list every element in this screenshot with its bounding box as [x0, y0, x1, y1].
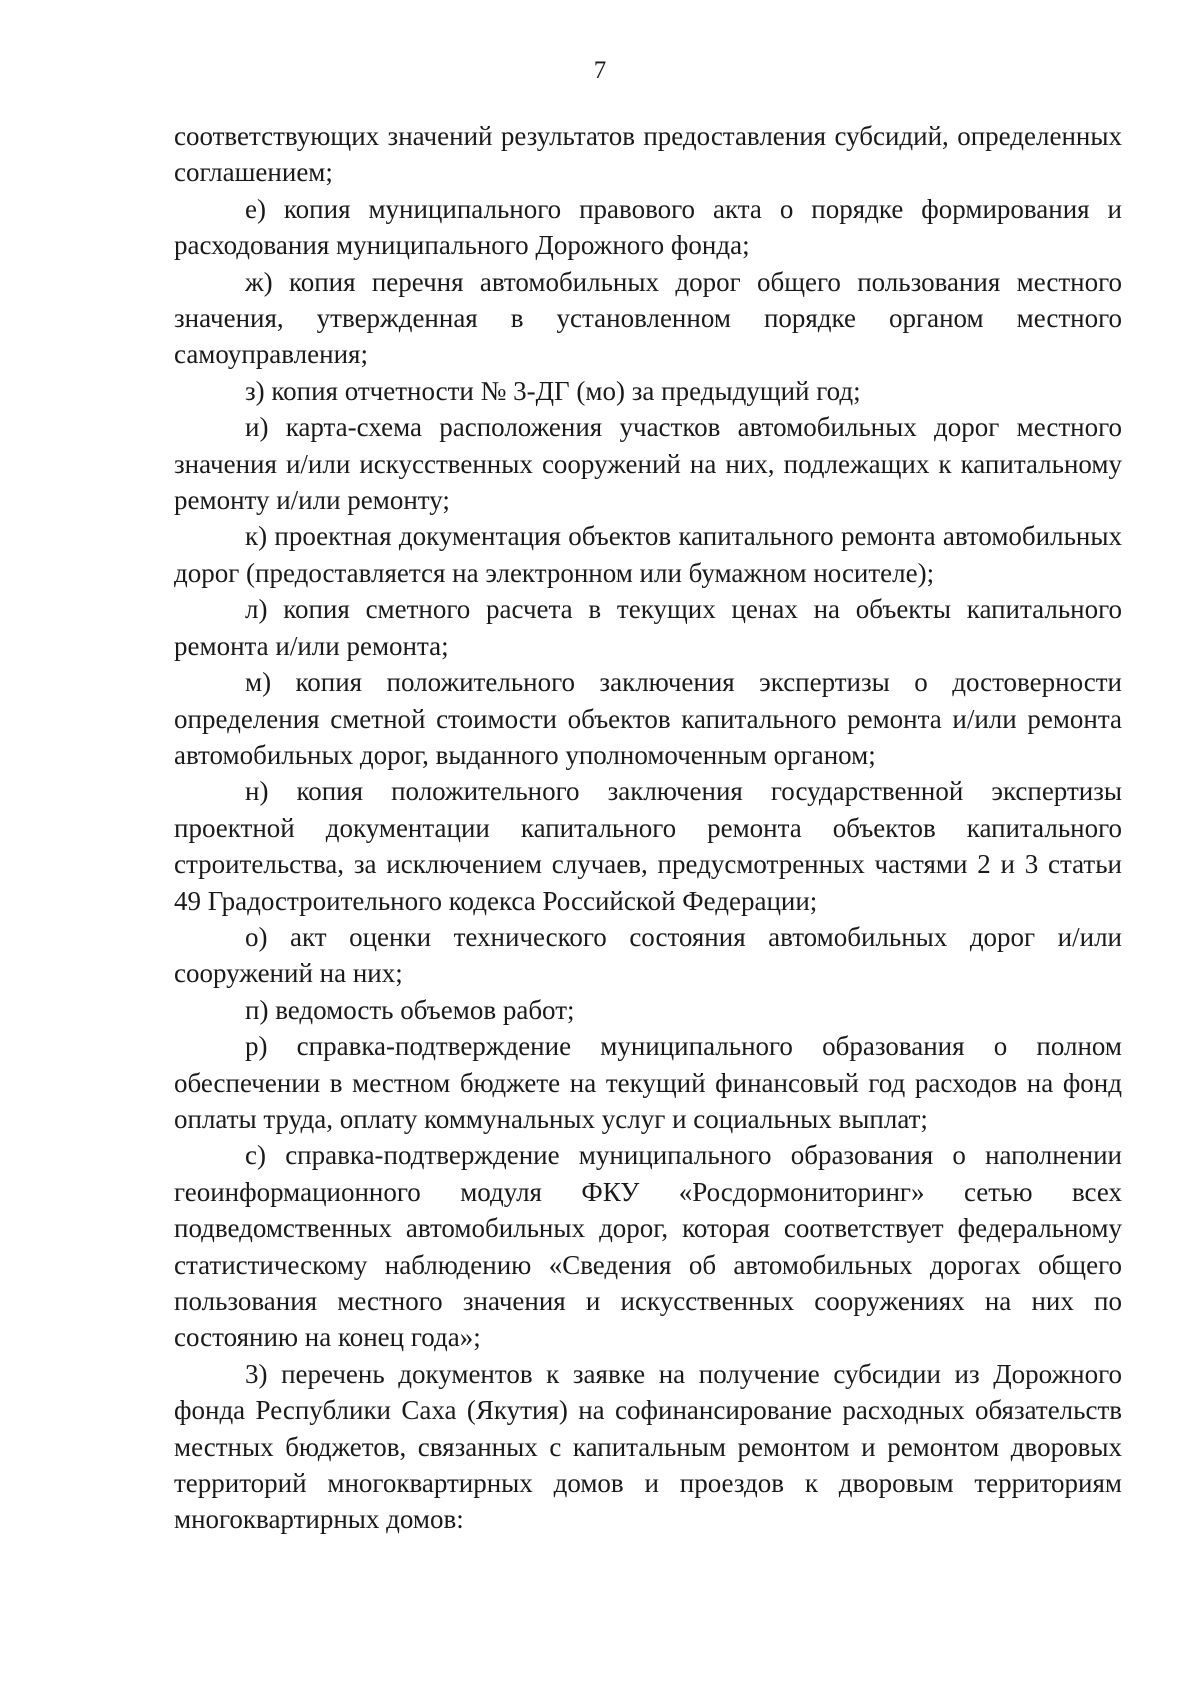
list-item-p: п) ведомость объемов работ; [245, 994, 575, 1025]
list-item-z: з) копия отчетности № 3-ДГ (мо) за предыдущий год; [245, 375, 861, 406]
list-item-k: к) проектная документация объектов капитального ремонта автомобильных дорог (предоставляется на электронном или бумажном носителе); [174, 521, 1122, 588]
list-item-l: л) копия сметного расчета в текущих ценах на объекты капитального ремонта и/или ремонта; [174, 594, 1122, 661]
numbered-item-3: 3) перечень документов к заявке на получение субсидии из Дорожного фонда Республики Саха (Якутия) на софинансирование расходных обязательств местных бюджетов, связанных с капитальным ремонтом и ремонтом дворовых территорий многоквартирных домов и проездов к дворовым территориям многоквартирных домов: [174, 1358, 1122, 1535]
list-item-r: р) справка-подтверждение муниципального образования о полном обеспечении в местном бюджете на текущий финансовый год расходов на фонд оплаты труда, оплату коммунальных услуг и социальных выплат; [174, 1031, 1122, 1134]
list-item-o: о) акт оценки технического состояния автомобильных дорог и/или сооружений на них; [174, 921, 1122, 989]
paragraph-continuation: соответствующих значений результатов предоставления субсидий, определенных соглашением; [174, 121, 1122, 188]
list-item-s: с) справка-подтверждение муниципального образования о наполнении геоинформационного модуля ФКУ «Росдормониторинг» сетью всех подведомственных автомобильных дорог, которая соответствует федеральному статистическому наблюдению «Сведения об автомобильных дорогах общего пользования местного значения и искусственных сооружениях на них по состоянию на конец года»; [174, 1140, 1122, 1353]
list-item-i: и) карта-схема расположения участков автомобильных дорог местного значения и/или искусственных сооружений на них, подлежащих к капитальному ремонту и/или ремонту; [174, 412, 1122, 516]
list-item-e: е) копия муниципального правового акта о порядке формирования и расходования муниципального Дорожного фонда; [174, 193, 1122, 261]
list-item-m: м) копия положительного заключения экспертизы о достоверности определения сметной стоимости объектов капитального ремонта и/или ремонта автомобильных дорог, выданного уполномоченным органом; [174, 667, 1122, 770]
list-item-n: н) копия положительного заключения государственной экспертизы проектной документации капитального ремонта объектов капитального строительства, за исключением случаев, предусмотренных частями 2 и 3 статьи 49 Градостроительного кодекса Российской Федерации; [174, 776, 1122, 916]
page-number: 7 [593, 57, 607, 84]
document-body [174, 118, 1122, 1538]
list-item-zh: ж) копия перечня автомобильных дорог общего пользования местного значения, утвержденная в установленном порядке органом местного самоуправления; [174, 266, 1122, 370]
